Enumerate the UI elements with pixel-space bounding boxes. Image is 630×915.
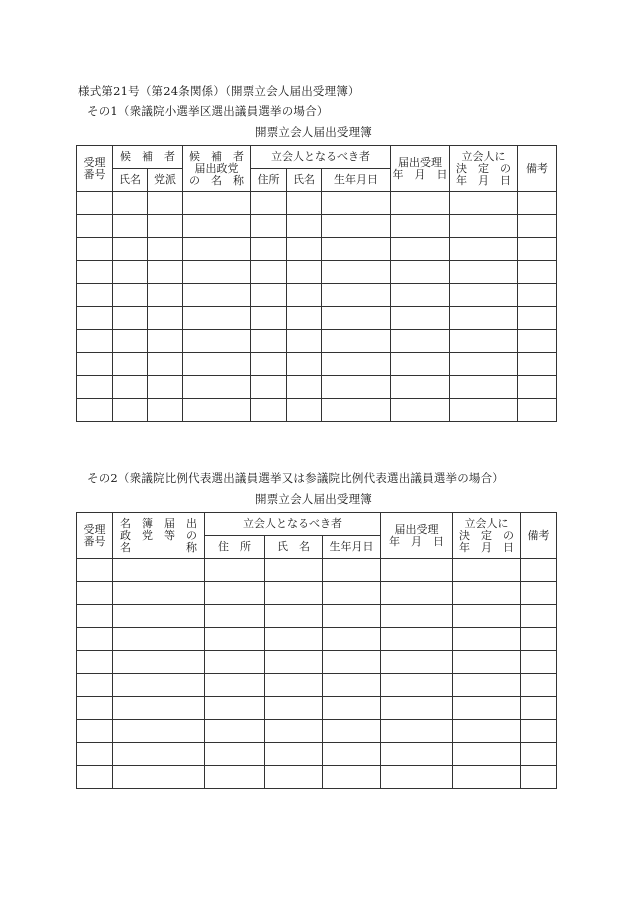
table-cell[interactable] bbox=[322, 307, 391, 330]
table-row bbox=[77, 261, 557, 284]
table-cell[interactable] bbox=[322, 192, 391, 215]
table-row bbox=[77, 399, 557, 422]
table-cell[interactable] bbox=[381, 674, 453, 697]
table-cell[interactable] bbox=[183, 261, 251, 284]
table-cell[interactable] bbox=[391, 238, 450, 261]
table-cell[interactable] bbox=[453, 674, 521, 697]
table-cell[interactable] bbox=[265, 651, 323, 674]
section1-table bbox=[76, 145, 557, 422]
table-cell[interactable] bbox=[450, 261, 518, 284]
table-cell[interactable] bbox=[518, 399, 557, 422]
section2-table-title: 開票立会人届出受理簿 bbox=[255, 492, 372, 506]
table-cell[interactable] bbox=[251, 215, 287, 238]
table-cell[interactable] bbox=[521, 651, 557, 674]
table-cell[interactable] bbox=[77, 674, 113, 697]
table-cell[interactable] bbox=[251, 238, 287, 261]
table-row bbox=[77, 720, 557, 743]
header-remarks: 備考 bbox=[518, 146, 557, 192]
table-cell[interactable] bbox=[381, 720, 453, 743]
table-cell[interactable] bbox=[77, 605, 113, 628]
table-cell[interactable] bbox=[391, 261, 450, 284]
table-cell[interactable] bbox=[113, 559, 205, 582]
table-cell[interactable] bbox=[113, 330, 148, 353]
header-filing-date: 届出受理 年 月 日 bbox=[391, 146, 450, 192]
table-cell[interactable] bbox=[453, 605, 521, 628]
table-cell[interactable] bbox=[77, 743, 113, 766]
table-cell[interactable] bbox=[77, 697, 113, 720]
header-receipt-no: 受理 番号 bbox=[77, 513, 113, 559]
table-cell[interactable] bbox=[113, 238, 148, 261]
table-cell[interactable] bbox=[183, 215, 251, 238]
table-cell[interactable] bbox=[521, 720, 557, 743]
header-candidate: 候 補 者 bbox=[113, 146, 183, 169]
table-cell[interactable] bbox=[287, 261, 322, 284]
table-cell[interactable] bbox=[391, 353, 450, 376]
header-address: 住 所 bbox=[205, 536, 265, 559]
table-cell[interactable] bbox=[77, 330, 113, 353]
header-receipt-no: 受理 番号 bbox=[77, 146, 113, 192]
table-cell[interactable] bbox=[518, 192, 557, 215]
form-title: 様式第21号（第24条関係）（開票立会人届出受理簿） bbox=[78, 84, 360, 98]
table-cell[interactable] bbox=[322, 330, 391, 353]
table-cell[interactable] bbox=[323, 651, 381, 674]
table-cell[interactable] bbox=[251, 376, 287, 399]
table-cell[interactable] bbox=[323, 674, 381, 697]
table-cell[interactable] bbox=[113, 192, 148, 215]
table-row bbox=[77, 766, 557, 789]
table-cell[interactable] bbox=[251, 307, 287, 330]
header-dob: 生年月日 bbox=[322, 169, 391, 192]
table-row bbox=[77, 674, 557, 697]
table-cell[interactable] bbox=[77, 307, 113, 330]
header-candidate-party: 党派 bbox=[148, 169, 183, 192]
table-cell[interactable] bbox=[450, 215, 518, 238]
table-cell[interactable] bbox=[77, 376, 113, 399]
table-cell[interactable] bbox=[450, 238, 518, 261]
table-cell[interactable] bbox=[521, 743, 557, 766]
table-cell[interactable] bbox=[205, 651, 265, 674]
table-row bbox=[77, 330, 557, 353]
header-name: 氏名 bbox=[287, 169, 322, 192]
header-dob: 生年月日 bbox=[323, 536, 381, 559]
table-cell[interactable] bbox=[518, 215, 557, 238]
table-cell[interactable] bbox=[265, 628, 323, 651]
table-row bbox=[77, 582, 557, 605]
table-cell[interactable] bbox=[77, 353, 113, 376]
table-cell[interactable] bbox=[148, 261, 183, 284]
table-cell[interactable] bbox=[113, 743, 205, 766]
table-cell[interactable] bbox=[113, 399, 148, 422]
table-row bbox=[77, 743, 557, 766]
header-remarks: 備考 bbox=[521, 513, 557, 559]
table-row bbox=[77, 697, 557, 720]
table-row bbox=[77, 605, 557, 628]
table-cell[interactable] bbox=[183, 353, 251, 376]
table-cell[interactable] bbox=[391, 215, 450, 238]
table-cell[interactable] bbox=[265, 766, 323, 789]
table-cell[interactable] bbox=[205, 605, 265, 628]
table-cell[interactable] bbox=[323, 628, 381, 651]
table-cell[interactable] bbox=[322, 353, 391, 376]
table-cell[interactable] bbox=[205, 720, 265, 743]
table-cell[interactable] bbox=[77, 651, 113, 674]
table-cell[interactable] bbox=[391, 192, 450, 215]
table-cell[interactable] bbox=[77, 559, 113, 582]
table-cell[interactable] bbox=[450, 376, 518, 399]
section2-table-body bbox=[77, 559, 557, 789]
table-cell[interactable] bbox=[450, 353, 518, 376]
table-cell[interactable] bbox=[77, 582, 113, 605]
table-row bbox=[77, 651, 557, 674]
header-party-name: 候 補 者 届出政党 の 名 称 bbox=[183, 146, 251, 192]
table-cell[interactable] bbox=[183, 238, 251, 261]
table-cell[interactable] bbox=[113, 261, 148, 284]
table-cell[interactable] bbox=[77, 766, 113, 789]
table-cell[interactable] bbox=[113, 720, 205, 743]
table-cell[interactable] bbox=[323, 720, 381, 743]
header-decision-date: 立会人に 決 定 の 年 月 日 bbox=[453, 513, 521, 559]
table-cell[interactable] bbox=[453, 743, 521, 766]
table-row bbox=[77, 238, 557, 261]
table-cell[interactable] bbox=[323, 559, 381, 582]
table-cell[interactable] bbox=[113, 628, 205, 651]
table-cell[interactable] bbox=[183, 192, 251, 215]
table-cell[interactable] bbox=[77, 628, 113, 651]
table-cell[interactable] bbox=[391, 284, 450, 307]
table-cell[interactable] bbox=[453, 697, 521, 720]
table-cell[interactable] bbox=[183, 330, 251, 353]
table-cell[interactable] bbox=[323, 697, 381, 720]
table-cell[interactable] bbox=[148, 284, 183, 307]
table-cell[interactable] bbox=[453, 720, 521, 743]
table-cell[interactable] bbox=[113, 651, 205, 674]
table-cell[interactable] bbox=[113, 353, 148, 376]
table-cell[interactable] bbox=[521, 766, 557, 789]
table-cell[interactable] bbox=[322, 376, 391, 399]
table-cell[interactable] bbox=[113, 766, 205, 789]
table-cell[interactable] bbox=[287, 399, 322, 422]
table-cell[interactable] bbox=[521, 628, 557, 651]
table-cell[interactable] bbox=[453, 651, 521, 674]
table-cell[interactable] bbox=[518, 376, 557, 399]
table-cell[interactable] bbox=[287, 376, 322, 399]
table-cell[interactable] bbox=[205, 697, 265, 720]
table-cell[interactable] bbox=[453, 582, 521, 605]
table-cell[interactable] bbox=[183, 307, 251, 330]
table-cell[interactable] bbox=[205, 628, 265, 651]
header-witness-group: 立会人となるべき者 bbox=[205, 513, 381, 536]
table-cell[interactable] bbox=[183, 399, 251, 422]
table-cell[interactable] bbox=[287, 353, 322, 376]
table-cell[interactable] bbox=[205, 674, 265, 697]
header-witness-group: 立会人となるべき者 bbox=[251, 146, 391, 169]
table-cell[interactable] bbox=[322, 238, 391, 261]
table-cell[interactable] bbox=[265, 674, 323, 697]
table-cell[interactable] bbox=[265, 582, 323, 605]
table-cell[interactable] bbox=[148, 353, 183, 376]
table-cell[interactable] bbox=[450, 192, 518, 215]
table-cell[interactable] bbox=[113, 605, 205, 628]
table-cell[interactable] bbox=[113, 376, 148, 399]
table-cell[interactable] bbox=[518, 307, 557, 330]
table-cell[interactable] bbox=[265, 743, 323, 766]
table-cell[interactable] bbox=[251, 330, 287, 353]
table-cell[interactable] bbox=[453, 628, 521, 651]
table-cell[interactable] bbox=[381, 605, 453, 628]
table-cell[interactable] bbox=[453, 766, 521, 789]
table-row bbox=[77, 559, 557, 582]
table-cell[interactable] bbox=[148, 238, 183, 261]
table-cell[interactable] bbox=[518, 261, 557, 284]
table-cell[interactable] bbox=[148, 192, 183, 215]
table-cell[interactable] bbox=[148, 307, 183, 330]
table-row bbox=[77, 192, 557, 215]
table-cell[interactable] bbox=[113, 582, 205, 605]
table-cell[interactable] bbox=[323, 766, 381, 789]
table-cell[interactable] bbox=[265, 559, 323, 582]
table-cell[interactable] bbox=[183, 376, 251, 399]
table-cell[interactable] bbox=[450, 399, 518, 422]
table-cell[interactable] bbox=[287, 307, 322, 330]
table-cell[interactable] bbox=[322, 215, 391, 238]
header-decision-date: 立会人に 決 定 の 年 月 日 bbox=[450, 146, 518, 192]
table-cell[interactable] bbox=[205, 766, 265, 789]
table-cell[interactable] bbox=[251, 353, 287, 376]
table-cell[interactable] bbox=[323, 605, 381, 628]
table-cell[interactable] bbox=[148, 215, 183, 238]
table-row bbox=[77, 215, 557, 238]
header-name: 氏 名 bbox=[265, 536, 323, 559]
table-cell[interactable] bbox=[77, 284, 113, 307]
table-cell[interactable] bbox=[77, 215, 113, 238]
table-cell[interactable] bbox=[391, 376, 450, 399]
section2-heading: その2（衆議院比例代表選出議員選挙又は参議院比例代表選出議員選挙の場合） bbox=[87, 471, 505, 485]
table-cell[interactable] bbox=[521, 582, 557, 605]
table-cell[interactable] bbox=[323, 743, 381, 766]
table-cell[interactable] bbox=[113, 284, 148, 307]
table-cell[interactable] bbox=[113, 307, 148, 330]
table-cell[interactable] bbox=[205, 559, 265, 582]
table-cell[interactable] bbox=[148, 330, 183, 353]
table-cell[interactable] bbox=[521, 559, 557, 582]
section1-table-body bbox=[77, 192, 557, 422]
table-cell[interactable] bbox=[148, 399, 183, 422]
table-cell[interactable] bbox=[391, 307, 450, 330]
header-candidate-name: 氏名 bbox=[113, 169, 148, 192]
table-row bbox=[77, 376, 557, 399]
table-cell[interactable] bbox=[287, 284, 322, 307]
header-list-party: 名 簿 届 出 政 党 等 の 名 称 bbox=[113, 513, 205, 559]
table-cell[interactable] bbox=[391, 330, 450, 353]
table-cell[interactable] bbox=[77, 261, 113, 284]
table-cell[interactable] bbox=[450, 307, 518, 330]
table-cell[interactable] bbox=[77, 238, 113, 261]
table-cell[interactable] bbox=[322, 261, 391, 284]
table-cell[interactable] bbox=[148, 376, 183, 399]
table-cell[interactable] bbox=[323, 582, 381, 605]
table-cell[interactable] bbox=[287, 330, 322, 353]
table-cell[interactable] bbox=[287, 238, 322, 261]
table-cell[interactable] bbox=[265, 605, 323, 628]
table-cell[interactable] bbox=[251, 284, 287, 307]
table-cell[interactable] bbox=[205, 743, 265, 766]
table-cell[interactable] bbox=[391, 399, 450, 422]
header-address: 住所 bbox=[251, 169, 287, 192]
table-cell[interactable] bbox=[518, 353, 557, 376]
table-cell[interactable] bbox=[518, 238, 557, 261]
table-cell[interactable] bbox=[518, 330, 557, 353]
table-row bbox=[77, 284, 557, 307]
table-cell[interactable] bbox=[521, 697, 557, 720]
table-cell[interactable] bbox=[205, 582, 265, 605]
table-row bbox=[77, 628, 557, 651]
table-cell[interactable] bbox=[287, 192, 322, 215]
table-cell[interactable] bbox=[265, 697, 323, 720]
table-cell[interactable] bbox=[322, 284, 391, 307]
table-cell[interactable] bbox=[265, 720, 323, 743]
section2-table bbox=[76, 512, 557, 789]
section1-heading: その1（衆議院小選挙区選出議員選挙の場合） bbox=[87, 104, 329, 118]
table-cell[interactable] bbox=[251, 261, 287, 284]
table-cell[interactable] bbox=[381, 743, 453, 766]
table-cell[interactable] bbox=[450, 284, 518, 307]
section1-table-title: 開票立会人届出受理簿 bbox=[255, 125, 372, 139]
table-cell[interactable] bbox=[381, 559, 453, 582]
table-cell[interactable] bbox=[77, 192, 113, 215]
table-cell[interactable] bbox=[251, 399, 287, 422]
table-cell[interactable] bbox=[381, 628, 453, 651]
table-row bbox=[77, 353, 557, 376]
table-cell[interactable] bbox=[183, 284, 251, 307]
table-cell[interactable] bbox=[521, 605, 557, 628]
table-cell[interactable] bbox=[521, 674, 557, 697]
table-cell[interactable] bbox=[287, 215, 322, 238]
table-row bbox=[77, 307, 557, 330]
table-cell[interactable] bbox=[251, 192, 287, 215]
table-cell[interactable] bbox=[450, 330, 518, 353]
table-cell[interactable] bbox=[453, 559, 521, 582]
table-cell[interactable] bbox=[113, 674, 205, 697]
table-cell[interactable] bbox=[77, 399, 113, 422]
table-cell[interactable] bbox=[518, 284, 557, 307]
table-cell[interactable] bbox=[381, 766, 453, 789]
header-filing-date: 届出受理 年 月 日 bbox=[381, 513, 453, 559]
table-cell[interactable] bbox=[322, 399, 391, 422]
table-cell[interactable] bbox=[381, 582, 453, 605]
table-cell[interactable] bbox=[77, 720, 113, 743]
table-cell[interactable] bbox=[381, 697, 453, 720]
table-cell[interactable] bbox=[381, 651, 453, 674]
table-cell[interactable] bbox=[113, 697, 205, 720]
table-cell[interactable] bbox=[113, 215, 148, 238]
